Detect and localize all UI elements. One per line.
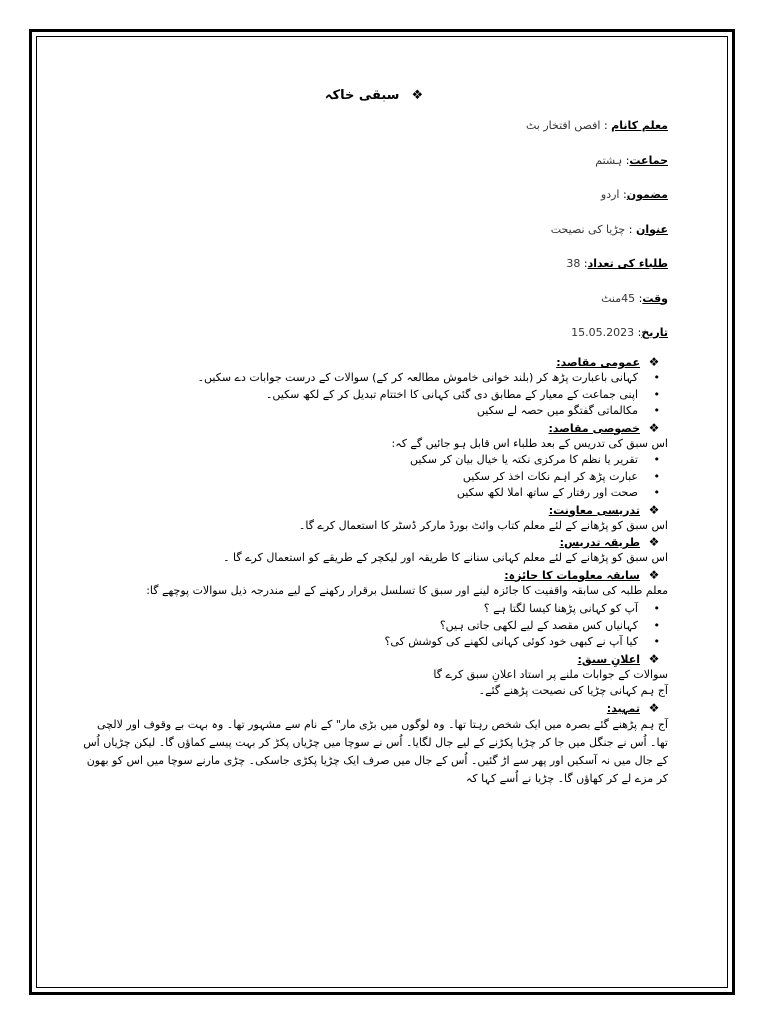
- list-item: • کہانی باعبارت پڑھ کر (بلند خوانی خاموش مطالعہ کر کے) سوالات کے درست جوابات دے سکیں۔: [80, 370, 638, 387]
- meta-time: وقت: 45منٹ: [601, 291, 668, 305]
- diamond-bullet-icon: ❖: [648, 567, 660, 582]
- general-objectives-heading: ❖عمومی مقاصد:: [80, 354, 668, 370]
- lesson-announcement-heading: ❖اعلانِ سبق:: [80, 651, 668, 667]
- title-text: سبقی خاکہ: [324, 88, 400, 103]
- diamond-bullet-icon: ❖: [411, 88, 424, 103]
- document-title: [80, 88, 668, 103]
- meta-class: جماعت: ہشتم: [595, 153, 668, 167]
- prior-knowledge-text: معلم طلبہ کی سابقہ واقفیت کا جائزہ لینے اور سبق کا تسلسل برقرار رکھنے کے لیے مندرجہ ذیل سوالات پوچھے گا:: [146, 583, 668, 597]
- list-item: • عبارت پڑھ کر اہم نکات اخذ کر سکیں: [80, 469, 638, 486]
- announcement-line: سوالات کے جوابات ملنے پر استاد اعلانِ سبق کرے گا: [433, 667, 668, 681]
- list-item: • اپنی جماعت کے معیار کے مطابق دی گئی کہانی کا اختتام تبدیل کر کے لکھ سکیں۔: [80, 387, 638, 404]
- list-item: • کیا آپ نے کبھی خود کوئی کہانی لکھنے کی کوشش کی؟: [80, 634, 638, 651]
- prior-knowledge-heading: ❖سابقہ معلومات کا جائزہ:: [80, 567, 668, 583]
- meta-teacher: معلم کانام : افصں افتخار بٹ: [525, 119, 668, 132]
- list-item: • صحت اور رفتار کے ساتھ املا لکھ سکیں: [80, 485, 638, 502]
- list-item: • تقریر یا نظم کا مرکزی نکتہ یا خیال بیان کر سکیں: [80, 452, 638, 469]
- meta-student-count: طلباء کی تعداد: 38: [566, 257, 668, 270]
- specific-objectives-intro: اس سبق کی تدریس کے بعد طلباء اس قابل ہو جائیں گے کہ:: [391, 436, 668, 450]
- list-item: • مکالماتی گفتگو میں حصہ لے سکیں: [80, 403, 638, 420]
- teaching-aids-text: اس سبق کو پڑھانے کے لئے معلم کتاب وائٹ بورڈ مارکر ڈسٹر کا استعمال کرے گا۔: [298, 518, 668, 532]
- announcement-line: آج ہم کہانی چڑیا کی نصیحت پڑھنے گئے۔: [478, 684, 668, 697]
- meta-topic: عنوان : چڑیا کی نصیحت: [550, 222, 668, 236]
- meta-subject: مضمون: اردو: [600, 188, 668, 201]
- diamond-bullet-icon: ❖: [648, 420, 660, 435]
- list-item: • کہانیاں کس مقصد کے لیے لکھی جاتی ہیں؟: [80, 618, 638, 635]
- diamond-bullet-icon: ❖: [648, 700, 660, 715]
- introduction-text: آج ہم پڑھنے گئے بصرہ میں ایک شخص رہتا تھا۔ وہ لوگوں میں بڑی مار" کے نام سے مشہور تھا۔ وہ بہت بے وقوف اور لالچی تھا۔ اُس نے جنگل میں جا کر چڑیا پکڑنے کے لیے جال لگایا۔ اُس نے سوچا میں چڑیاں پکڑ کر بہت پیسے کماؤں گا۔ لیکن چڑیاں اُس کے جال میں نہ آسکیں اور پھر سے اڑ گئیں۔ اُس کے جال میں صرف ایک چڑیا پکڑی جاسکی۔ چڑی مارنے سوچا میں اس کو بھون کر مزے لے کر کھاؤں گا۔ چڑیا نے اُسے کہا کہ: [83, 717, 668, 785]
- specific-objectives-list: [80, 452, 668, 502]
- teaching-aids-heading: ❖تدریسی معاونت:: [80, 502, 668, 518]
- diamond-bullet-icon: ❖: [648, 502, 660, 517]
- meta-date: تاریخ: 15.05.2023: [571, 326, 668, 339]
- specific-objectives-heading: ❖خصوصی مقاصد:: [80, 420, 668, 436]
- diamond-bullet-icon: ❖: [648, 651, 660, 666]
- teaching-method-text: اس سبق کو پڑھانے کے لئے معلم کہانی سنانے کا طریقہ اور لیکچر کے طریقے کو استعمال کرے گا ۔: [223, 551, 668, 564]
- general-objectives-list: [80, 370, 668, 420]
- diamond-bullet-icon: ❖: [648, 535, 660, 549]
- lesson-plan-page: [80, 88, 668, 788]
- prior-knowledge-questions: [80, 601, 668, 651]
- diamond-bullet-icon: ❖: [648, 355, 660, 369]
- introduction-heading: ❖تمہید:: [80, 700, 668, 716]
- teaching-method-heading: ❖طریقہ تدریس:: [80, 534, 668, 550]
- list-item: • آپ کو کہانی پڑھنا کیسا لگتا ہے ؟: [80, 601, 638, 618]
